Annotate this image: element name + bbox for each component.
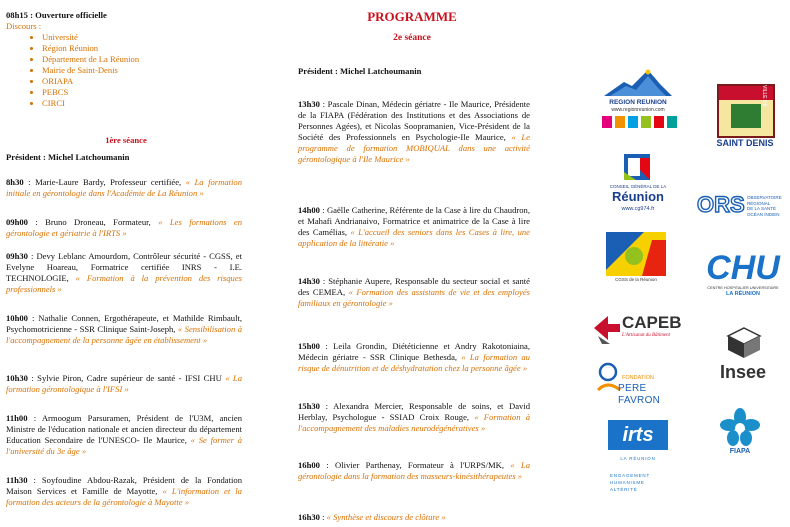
programme-title: PROGRAMME [367, 9, 457, 24]
pere-favron-logo [594, 362, 690, 406]
cg-r-icon [622, 152, 652, 182]
program-entry [6, 373, 242, 395]
cg-url: www.cg974.fr [621, 206, 655, 212]
capeb-arrow-icon [592, 314, 622, 344]
insee-logo [710, 326, 776, 388]
entry-speakers: : Armoogum Parsuramen, Président de l'U3M, ancien Ministre de l'éducation nationale et ancien directeur du département Education Secondaire de l'UNESCO- Ile Maurice, [6, 413, 242, 445]
entry-speakers: : Gaëlle Catherine, Référente de la Case à lire du Chaudron, et Mahafi Andrianaivo, Formatrice et animatrice de la Case à lire des Camélias, [298, 205, 530, 237]
chu-abbr: CHU [706, 249, 780, 287]
region-reunion-logo [596, 66, 680, 132]
irts-abbr: irts [608, 420, 668, 450]
capeb-tag: L'Artisanat du Bâtiment [622, 333, 671, 338]
entry-time: 16h30 [298, 512, 320, 522]
discours-item: • PEBCS [42, 87, 139, 98]
entry-speakers: : Stéphanie Aupere, Responsable du secteur social et santé des CEMEA, [298, 276, 530, 297]
region-color-blocks [602, 116, 677, 128]
saint-denis-name: SAINT DENIS [716, 138, 774, 148]
entry-speakers: : Alexandra Mercier, Responsable de soins, et David Herblay, Psychologue - SSIAD Croix Rouge, [298, 401, 530, 422]
cgss-name: CGSS de la Réunion [615, 277, 657, 282]
program-entry [6, 177, 242, 199]
irts-l2: ENGAGEMENT [610, 473, 651, 478]
entry-time: 10h00 [6, 313, 28, 323]
entry-time: 09h00 [6, 217, 28, 227]
region-mountain-icon [596, 66, 680, 100]
entry-talk-title: « Sensibilisation à l'accompagnement de la personne âgée en établissement » [6, 324, 242, 345]
insee-cube-icon [724, 326, 764, 358]
opening-line: 08h15 : Ouverture officielle [6, 10, 107, 20]
president-left: Président : Michel Latchoumanin [6, 152, 130, 162]
discours-list [6, 32, 139, 109]
discours-item: • Mairie de Saint-Denis [42, 65, 139, 76]
entry-speakers: : Devy Leblanc Amourdom, Contrôleur sécurité - CGSS, et Evelyne Hoareau, Formatrice certifiée INRS - I.E. TECHNOLOGIE, [6, 251, 242, 283]
entry-speakers: : Nathalie Connen, Ergothérapeute, et Mathilde Rimbault, Psychomotricienne - SSR Clinique Saint-Joseph, [6, 313, 242, 334]
cgss-logo [604, 230, 668, 286]
opening-time: 08h15 [6, 10, 28, 20]
program-entry [298, 512, 530, 523]
entry-time: 13h30 [298, 99, 320, 109]
ors-abbr: ORS [697, 192, 745, 217]
program-entry [6, 413, 242, 457]
chu-l1: CENTRE HOSPITALIER UNIVERSITAIRE [707, 286, 779, 290]
ors-l2: RÉGIONAL [747, 200, 771, 206]
seance2-title: 2e séance [393, 33, 431, 43]
program-entry [298, 276, 530, 309]
fiapa-name: FIAPA [729, 448, 751, 455]
entry-time: 10h30 [6, 373, 28, 383]
entry-time: 15h00 [298, 341, 320, 351]
cg-line1: CONSEIL GÉNÉRAL [609, 184, 652, 189]
chu-logo [698, 250, 788, 298]
saint-denis-top: VILLE DE [761, 85, 767, 107]
opening-title: Ouverture officielle [35, 10, 107, 20]
region-url: www.regionreunion.com [611, 107, 665, 113]
irts-l4: ALTÉRITÉ [610, 487, 638, 492]
entry-speakers: : Soyfoudine Abdou-Razak, Président de la Fondation Maison Services et Famille de Mayotte, [6, 475, 242, 496]
saint-denis-logo [715, 84, 775, 164]
entry-speakers: : Pascale Dinan, Médecin gériatre - Ile Maurice, Présidente de la FIAPA (Fédération des Institutions et des Associations de Personnes Agées), et Nicolas Soopramanien, Vice-Président de la Société des Professionnels en Psychologie-Ile Maurice, [298, 99, 530, 142]
fiapa-logo [718, 408, 762, 460]
ors-l1: OBSERVATOIRE [747, 195, 782, 200]
entry-talk-title: « Formation à l'accompagnement des maladies neurodégénératives » [298, 412, 531, 433]
fiapa-flower-icon [720, 408, 760, 446]
discours-item: • Région Réunion [42, 43, 139, 54]
entry-time: 15h30 [298, 401, 320, 411]
entry-talk-title: « Les formations en gérontologie et gériatrie à l'IRTS » [6, 217, 243, 238]
entry-talk-title: « La gérontologie dans la formation des masseurs-kinésithérapeutes » [298, 460, 530, 481]
program-entry [298, 205, 530, 249]
president-mid: Président : Michel Latchoumanin [298, 66, 422, 76]
discours-item: • Université [42, 32, 139, 43]
discours-item: • ORIAPA [42, 76, 139, 87]
entry-speakers: : Olivier Parthenay, Formateur à l'URPS/MK, [319, 460, 511, 470]
entry-speakers: : [319, 512, 327, 522]
program-entry [298, 401, 530, 434]
entry-talk-title: « Formation à la prévention des risques professionnels » [6, 273, 243, 294]
irts-l1: LA RÉUNION [620, 456, 656, 461]
entry-talk-title: « La formation gérontologique à l'IFSI » [6, 373, 242, 394]
entry-talk-title: « La formation initiale en gérontologie dans l'Académie de La Réunion » [6, 177, 242, 198]
entry-time: 11h30 [6, 475, 28, 485]
program-entry [6, 313, 242, 346]
program-entry [298, 99, 530, 165]
ors-l4: OCÉAN INDIEN [747, 211, 780, 217]
entry-speakers: : Sylvie Piron, Cadre supérieur de santé - IFSI CHU [27, 373, 226, 383]
favron-l1: FONDATION [622, 375, 654, 381]
entry-time: 16h00 [298, 460, 320, 470]
entry-time: 09h30 [6, 251, 28, 261]
entry-talk-title: « Formation des assistants de vie et des employés familiaux en gérontologie » [298, 287, 530, 308]
program-entry [298, 460, 530, 482]
entry-speakers: : Marie-Laure Bardy, Professeur certifiée, [23, 177, 186, 187]
entry-speakers: : Leila Grondin, Diététicienne et Andry Rakotoniaina, Médecin gériatre - SSR Clinique Bethesda, [298, 341, 530, 362]
capeb-name: CAPEB [622, 313, 682, 332]
entry-talk-title: « L'information et la formation des acteurs de la gérontologie à Mayotte » [6, 486, 242, 507]
cg-name: Réunion [612, 189, 664, 204]
discours-item: • Département de La Réunion [42, 54, 139, 65]
entry-time: 14h30 [298, 276, 320, 286]
program-entry [298, 341, 530, 374]
entry-time: 11h00 [6, 413, 28, 423]
entry-talk-title: « Se former à l'université du 3e âge » [6, 435, 243, 456]
entry-talk-title: « Le programme de formation MOBIQUAL dans une activité gérontologique à l'Ile Maurice » [298, 132, 530, 164]
cgss-map-icon [604, 230, 668, 278]
discours-item: • CIRCI [42, 98, 139, 109]
irts-logo [608, 420, 668, 500]
capeb-logo [592, 312, 688, 348]
program-entry [6, 217, 242, 239]
cg974-logo [606, 152, 670, 222]
program-entry [6, 475, 242, 508]
irts-l3: HUMANISME [610, 480, 645, 485]
entry-time: 14h00 [298, 205, 320, 215]
entry-speakers: : Bruno Droneau, Formateur, [27, 217, 159, 227]
favron-name: PERE FAVRON [618, 383, 661, 406]
ors-logo [697, 193, 789, 223]
discours-label: Discours : [6, 21, 42, 31]
entry-talk-title: « L'accueil des seniors dans les Cases à lire, une application de la littératie » [298, 227, 530, 248]
entry-time: 8h30 [6, 177, 24, 187]
region-name: REGION REUNION [609, 99, 667, 106]
seance1-title: 1ère séance [105, 135, 147, 145]
insee-name: Insee [719, 362, 767, 382]
chu-l2: LA RÉUNION [725, 291, 761, 297]
entry-talk-title: « Synthèse et discours de clôture » [326, 512, 446, 522]
program-entry [6, 251, 242, 295]
cg-line2: DE LA [653, 184, 667, 189]
entry-talk-title: « La formation au risque de dénutrition et de déshydratation chez la personne âgée » [298, 352, 530, 373]
ors-l3: DE LA SANTÉ [747, 206, 777, 211]
